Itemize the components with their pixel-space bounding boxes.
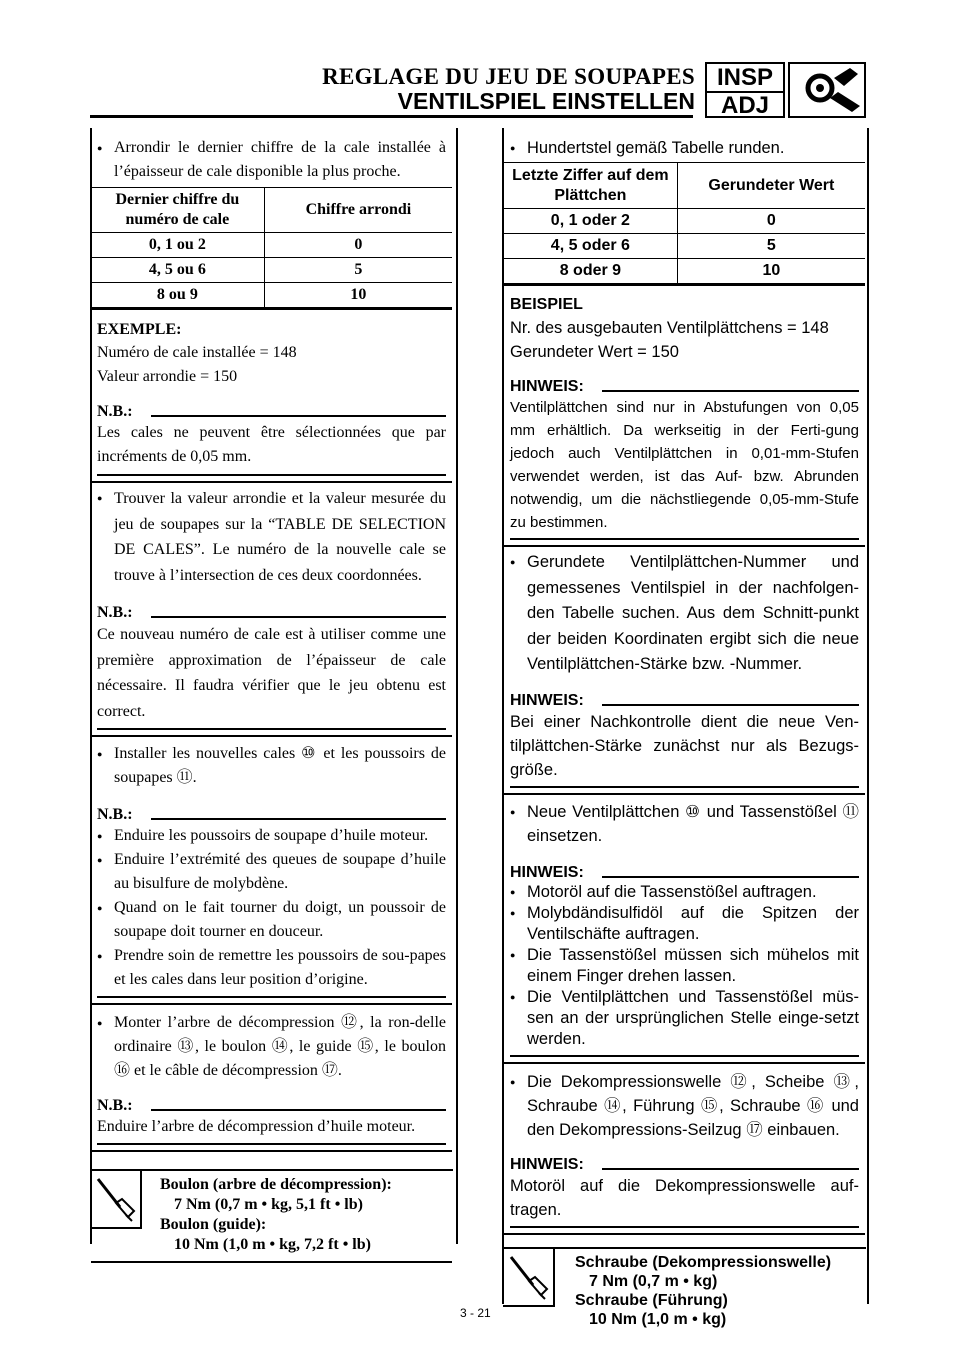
- torque-wrench-icon: [90, 1171, 142, 1229]
- divider: [91, 1003, 452, 1005]
- de-table-cell: 4, 5 oder 6: [504, 234, 677, 259]
- hinweis-end-rule: [510, 538, 859, 540]
- hinweis-label: HINWEIS:: [510, 378, 584, 395]
- badge-insp: INSP: [716, 64, 773, 91]
- de-bullet-install: ● Neue Ventilplättchen ⑩ und Tassenstößel ⑪ einsetzen.: [510, 800, 859, 848]
- de-table-head-1: Letzte Ziffer auf dem Plättchen: [504, 163, 677, 209]
- torque-label: Schraube (Führung): [575, 1291, 728, 1309]
- torque-label: Boulon (arbre de décompression):: [160, 1176, 392, 1193]
- de-hinweis-text: Motoröl auf die Dekompressionswelle auf-tragen.: [510, 1176, 859, 1219]
- fr-nb-heading: [97, 806, 446, 824]
- nb-end-rule: [97, 474, 446, 476]
- nb-end-rule: [97, 1143, 446, 1145]
- fr-nb-text: Ce nouveau numéro de cale est à utiliser comme une première approximation de l’épaisseur de cale nécessaire. Il faudra vérifier que le jeu obtenu est correct.: [97, 626, 446, 720]
- de-example-line: Gerundeter Wert = 150: [510, 343, 679, 361]
- fr-example-line: Numéro de cale installée = 148: [97, 344, 297, 361]
- nb-label: N.B.:: [97, 403, 133, 420]
- fr-bullet-find-value: ● Trouver la valeur arrondie et la valeur mesurée du jeu de soupapes sur la “TABLE DE SELECTION DE CALES”. Le numéro de la nouvelle cale se trouve à l’intersection de ces deux coordonnées.: [97, 486, 446, 588]
- de-hinweis-item: ● Molybdändisulfidöl auf die Spitzen der Ventilschäfte auftragen.: [510, 903, 859, 945]
- divider: [91, 481, 452, 483]
- de-hinweis-heading: [510, 864, 859, 882]
- fr-bullet-round: ● Arrondir le dernier chiffre de la cale installée à l’épaisseur de cale disponible la plus proche.: [97, 136, 446, 184]
- left-column: [97, 136, 446, 1263]
- fr-example-line: Valeur arrondie = 150: [97, 368, 238, 385]
- divider: [504, 1233, 865, 1235]
- divider: [504, 793, 865, 795]
- fr-nb-text: Les cales ne peuvent être sélectionnées que par incréments de 0,05 mm.: [97, 424, 446, 465]
- nb-end-rule: [97, 728, 446, 730]
- de-hinweis-heading: [510, 1156, 859, 1174]
- fr-example-title: EXEMPLE:: [97, 321, 182, 338]
- torque-label: Boulon (guide):: [160, 1216, 267, 1233]
- hinweis-end-rule: [510, 1226, 859, 1228]
- right-outer-line: [867, 128, 869, 1304]
- de-bullet-round: ● Hundertstel gemäß Tabelle runden.: [510, 136, 859, 160]
- divider: [504, 545, 865, 547]
- de-torque-specs: [555, 1249, 831, 1329]
- header-rule: [90, 115, 693, 118]
- de-example-line: Nr. des ausgebauten Ventilplättchens = 148: [510, 319, 829, 337]
- fr-nb-heading: [97, 1097, 446, 1115]
- fr-table-cell: 0: [264, 233, 452, 258]
- fr-rounding-table: [91, 187, 452, 308]
- fr-table-cell: 5: [264, 258, 452, 283]
- de-table-cell: 8 oder 9: [504, 259, 677, 284]
- fr-nb-item: ● Prendre soin de remettre les poussoirs de sou-papes et les cales dans leur position d’origine.: [97, 944, 446, 992]
- divider: [91, 1150, 452, 1152]
- page-title-de: VENTILSPIEL EINSTELLEN: [397, 88, 695, 114]
- fr-table-head-1: Dernier chiffre du numéro de cale: [91, 188, 264, 233]
- page-title-fr: REGLAGE DU JEU DE SOUPAPES: [322, 64, 695, 89]
- hinweis-label: HINWEIS:: [510, 1155, 584, 1173]
- divider: [91, 1261, 452, 1263]
- fr-nb-item: ● Enduire les poussoirs de soupape d’huile moteur.: [97, 824, 446, 848]
- de-hinweis-text: Bei einer Nachkontrolle dient die neue Ven-tilplättchen-Stärke zunächst nur als Bezugs-größe.: [510, 712, 859, 779]
- nb-end-rule: [97, 996, 446, 998]
- fr-torque-box: [90, 1169, 453, 1255]
- torque-value: 10 Nm (1,0 m • kg): [589, 1310, 727, 1328]
- right-column: [510, 136, 859, 1329]
- de-table-cell: 0: [677, 209, 865, 234]
- fr-nb-item: ● Enduire l’extrémité des queues de soupape d’huile au bisulfure de molybdène.: [97, 848, 446, 896]
- de-table-cell: 0, 1 oder 2: [504, 209, 677, 234]
- torque-value: 7 Nm (0,7 m • kg): [589, 1272, 718, 1290]
- de-hinweis-heading: [510, 692, 859, 710]
- fr-table-cell: 0, 1 ou 2: [91, 233, 264, 258]
- fr-bullet-decompression: ● Monter l’arbre de décompression ⑫, la ron-delle ordinaire ⑬, le boulon ⑭, le guide ⑮, le boulon ⑯ et le câble de décompression ⑰.: [97, 1011, 446, 1083]
- divider: [91, 735, 452, 737]
- de-hinweis-item: ● Die Tassenstößel müssen sich mühelos mit einem Finger drehen lassen.: [510, 945, 859, 987]
- wrench-gear-icon: [788, 62, 866, 118]
- de-table-cell: 5: [677, 234, 865, 259]
- hinweis-end-rule: [510, 786, 859, 788]
- torque-label: Schraube (Dekompressionswelle): [575, 1253, 832, 1271]
- de-rounding-table: [504, 162, 865, 284]
- divider: [91, 308, 452, 310]
- badge-adj: ADJ: [707, 91, 783, 119]
- divider: [504, 284, 865, 286]
- fr-table-cell: 4, 5 ou 6: [91, 258, 264, 283]
- de-table-head-2: Gerundeter Wert: [677, 163, 865, 209]
- de-bullet-decompression: ● Die Dekompressionswelle ⑫, Scheibe ⑬, Schraube ⑭, Führung ⑮, Schraube ⑯ und den Dekompressions-Seilzug ⑰ einbauen.: [510, 1070, 859, 1142]
- fr-nb-text: Enduire l’arbre de décompression d’huile moteur.: [97, 1118, 416, 1135]
- fr-bullet-install: ● Installer les nouvelles cales ⑩ et les poussoirs de soupapes ⑪.: [97, 742, 446, 790]
- torque-value: 10 Nm (1,0 m • kg, 7,2 ft • lb): [174, 1236, 371, 1253]
- de-bullet-find-value: ● Gerundete Ventilplättchen-Nummer und gemessenes Ventilspiel in der nachfolgen-den Tabelle suchen. Aus dem Schnitt-punkt der beiden Koordinaten ergibt sich die neue Ventilplättchen-Stärke bzw. -Nummer.: [510, 550, 859, 678]
- hinweis-label: HINWEIS:: [510, 691, 584, 709]
- nb-label: N.B.:: [97, 1097, 133, 1114]
- left-inner-line: [456, 128, 458, 1244]
- fr-torque-specs: [142, 1171, 392, 1255]
- de-hinweis-item: ● Die Ventilplättchen und Tassenstößel müs-sen an der ursprünglichen Stelle einge-setzt werden.: [510, 987, 859, 1050]
- insp-adj-badge: [705, 62, 785, 118]
- right-inner-line: [502, 128, 504, 1304]
- page-number: 3 - 21: [460, 1306, 491, 1320]
- fr-nb-item: ● Quand on le fait tourner du doigt, un poussoir de soupape doit tourner en douceur.: [97, 896, 446, 944]
- hinweis-label: HINWEIS:: [510, 863, 584, 881]
- divider: [504, 1062, 865, 1064]
- fr-table-cell: 10: [264, 283, 452, 308]
- de-hinweis-heading: [510, 378, 859, 396]
- nb-label: N.B.:: [97, 604, 133, 621]
- fr-table-cell: 8 ou 9: [91, 283, 264, 308]
- fr-nb-heading: [97, 604, 446, 622]
- de-hinweis-text: Ventilplättchen sind nur in Abstufungen von 0,05 mm erhältlich. Da werkseitig in der Ferti-gung jedoch auch Ventilplättchen in 0,01-mm-Stufen verwendet werden, ist das Auf- bzw. Abrunden notwendig, um die nächstliegende 0,05-mm-Stufe zu bestimmen.: [510, 399, 859, 531]
- de-hinweis-item: ● Motoröl auf die Tassenstößel auftragen.: [510, 882, 859, 903]
- fr-table-head-2: Chiffre arrondi: [264, 188, 452, 233]
- de-table-cell: 10: [677, 259, 865, 284]
- de-example-title: BEISPIEL: [510, 296, 583, 313]
- torque-value: 7 Nm (0,7 m • kg, 5,1 ft • lb): [174, 1196, 363, 1213]
- hinweis-end-rule: [510, 1055, 859, 1057]
- de-torque-box: [503, 1247, 866, 1329]
- torque-wrench-icon: [503, 1249, 555, 1307]
- fr-nb-heading: [97, 403, 446, 421]
- nb-label: N.B.:: [97, 806, 133, 823]
